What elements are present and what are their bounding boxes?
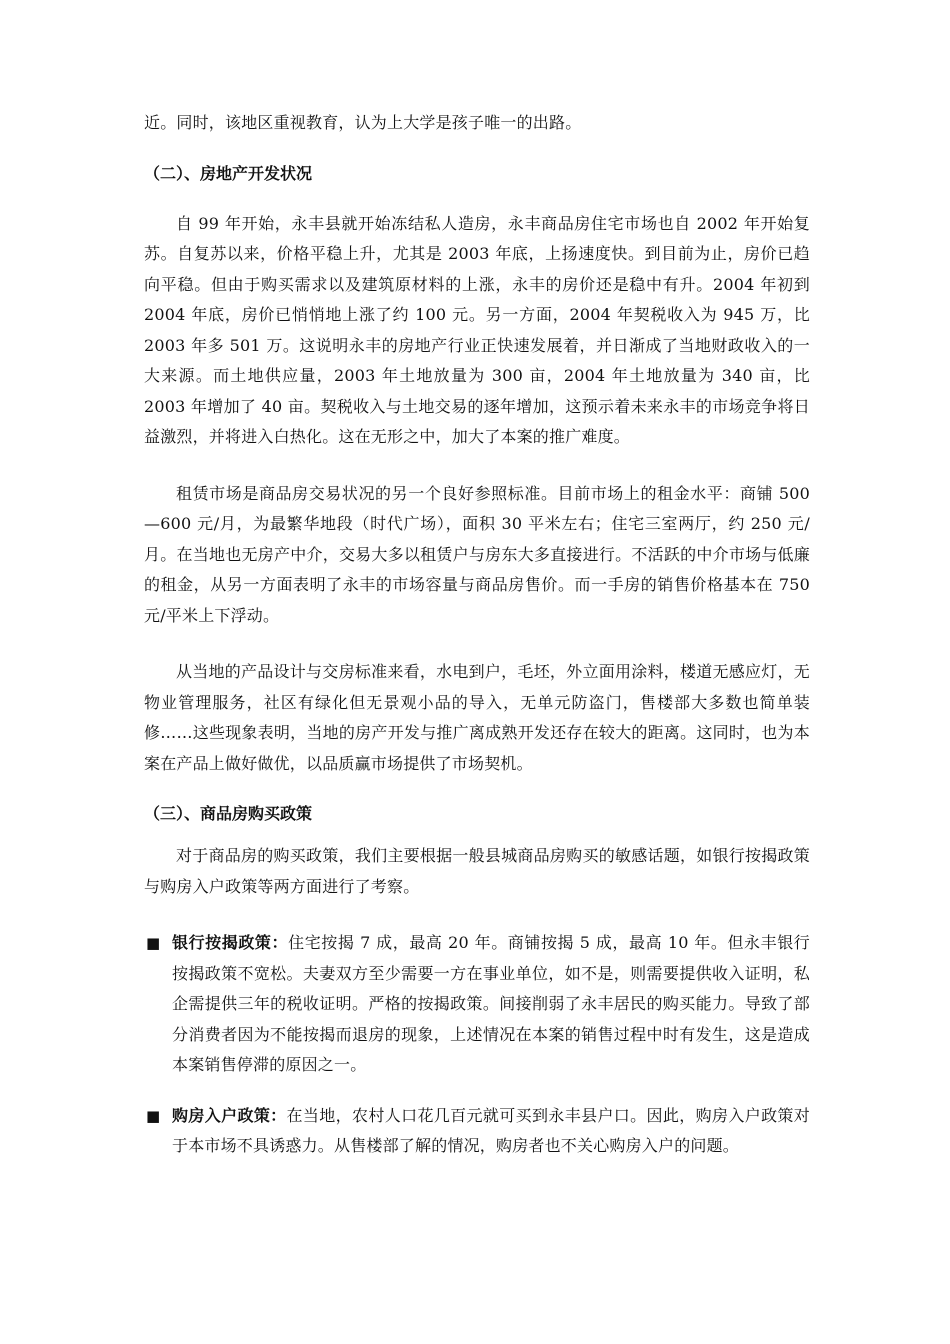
document-page <box>144 108 810 1162</box>
bullet-text: 在当地，农村人口花几百元就可买到永丰县户口。因此，购房入户政策对于本市场不具诱惑力。从售楼部了解的情况，购房者也不关心购房入户的问题。 <box>172 1105 810 1155</box>
section2-paragraph-1: 自 99 年开始，永丰县就开始冻结私人造房，永丰商品房住宅市场也自 2002 年开始复苏。自复苏以来，价格平稳上升，尤其是 2003 年底，上扬速度快。到目前为止，房价已趋向平稳。但由于购买需求以及建筑原材料的上涨，永丰的房价还是稳中有升。2004 年初到 2004 年底，房价已悄悄地上涨了约 100 元。另一方面，2004 年契税收入为 945 万，比 2003 年多 501 万。这说明永丰的房地产行业正快速发展着，并日渐成了当地财政收入的一大来源。而土地供应量，2003 年土地放量为 300 亩，2004 年土地放量为 340 亩，比 2003 年增加了 40 亩。契税收入与土地交易的逐年增加，这预示着未来永丰的市场竞争将日益激烈，并将进入白热化。这在无形之中，加大了本案的推广难度。 <box>144 213 810 446</box>
bullet-title: 购房入户政策： <box>172 1105 287 1125</box>
section2-paragraph-2: 租赁市场是商品房交易状况的另一个良好参照标准。目前市场上的租金水平：商铺 500—600 元/月，为最繁华地段（时代广场），面积 30 平米左右；住宅三室两厅，约 250 元/月。在当地也无房产中介，交易大多以租赁户与房东大多直接进行。不活跃的中介市场与低廉的租金，从另一方面表明了永丰的市场容量与商品房售价。而一手房的销售价格基本在 750 元/平米上下浮动。 <box>144 483 810 625</box>
square-bullet-icon: ■ <box>146 934 161 952</box>
section3-heading: （三）、商品房购买政策 <box>144 804 313 823</box>
bullet-title: 银行按揭政策： <box>172 933 289 952</box>
bullet-text: 住宅按揭 7 成，最高 20 年。商铺按揭 5 成，最高 10 年。但永丰银行按揭政策不宽松。夫妻双方至少需要一方在事业单位，如不是，则需要提供收入证明，私企需提供三年的税收证明。严格的按揭政策。间接削弱了永丰居民的购买能力。导致了部分消费者因为不能按揭而退房的现象，上述情况在本案的销售过程中时有发生，这是造成本案销售停滞的原因之一。 <box>172 933 810 1074</box>
square-bullet-icon: ■ <box>146 1106 161 1125</box>
bullet-item-mortgage-policy <box>144 928 810 1081</box>
section3-paragraph-1: 对于商品房的购买政策，我们主要根据一般县城商品房购买的敏感话题，如银行按揭政策与购房入户政策等两方面进行了考察。 <box>144 846 810 896</box>
bullet-item-household-policy <box>144 1101 810 1162</box>
section2-paragraph-3: 从当地的产品设计与交房标准来看，水电到户，毛坯，外立面用涂料，楼道无感应灯，无物业管理服务，社区有绿化但无景观小品的导入，无单元防盗门，售楼部大多数也简单装修……这些现象表明，当地的房产开发与推广离成熟开发还存在较大的距离。这同时，也为本案在产品上做好做优，以品质赢市场提供了市场契机。 <box>144 662 810 773</box>
section2-heading: （二）、房地产开发状况 <box>144 163 313 183</box>
intro-tail-paragraph: 近。同时，该地区重视教育，认为上大学是孩子唯一的出路。 <box>144 113 582 132</box>
